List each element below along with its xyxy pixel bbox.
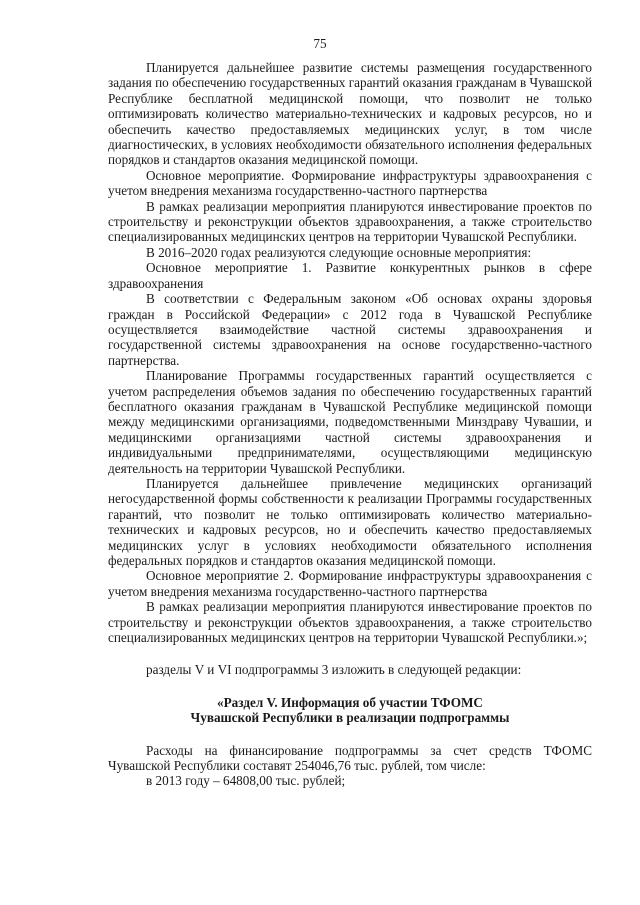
paragraph-3: В рамках реализации мероприятия планируются инвестирование проектов по строительству и реконструкции объектов здравоохранения, а также строительство специализированных медицинских центров на территории Чувашской Республики. [108, 198, 592, 245]
document-body [108, 60, 592, 789]
page-number: 75 [313, 36, 327, 51]
closing-paragraph-1: Расходы на финансирование подпрограммы за счет средств ТФОМС Чувашской Республики составят 254046,76 тыс. рублей, том числе: [108, 742, 592, 774]
paragraph-5: Основное мероприятие 1. Развитие конкурентных рынков в сфере здравоохранения [108, 260, 592, 291]
spacer [108, 645, 592, 662]
paragraph-7: Планирование Программы государственных гарантий осуществляется с учетом распределения объемов задания по обеспечению государственных гарантий бесплатного оказания гражданам в Чувашской Республике медицинской помощи между медицинскими организациями, подведомственными Минздраву Чувашии, и медицинскими организациями частной системы здравоохранения и индивидуальными предпринимателями, осуществляющими медицинскую деятельность на территории Чувашской Республики. [108, 368, 592, 476]
paragraph-9: Основное мероприятие 2. Формирование инфраструктуры здравоохранения с учетом внедрения механизма государственно-частного партнерства [108, 568, 592, 599]
paragraph-6: В соответствии с Федеральным законом «Об основах охраны здоровья граждан в Российской Федерации» с 2012 года в Чувашской Республике осуществляется взаимодействие частной системы здравоохранения и государственной системы здравоохранения на основе государственно-частного партнерства. [108, 291, 592, 368]
paragraph-8: Планируется дальнейшее привлечение медицинских организаций негосударственной формы собственности к реализации Программы государственных гарантий, что позволит не только оптимизировать количество материально-технических и кадровых ресурсов, но и обеспечить качество предоставляемых медицинских услуг в условиях необходимости обязательного исполнения федеральных порядков и стандартов оказания медицинской помощи. [108, 475, 592, 568]
instruction-text: разделы V и VI подпрограммы 3 изложить в следующей редакции: [146, 662, 522, 678]
spacer [108, 726, 592, 743]
paragraph-10: В рамках реализации мероприятия планируются инвестирование проектов по строительству и реконструкции объектов здравоохранения, а также строительство специализированных медицинских центров на территории Чувашской Республики.»; [108, 599, 592, 646]
paragraph-2: Основное мероприятие. Формирование инфраструктуры здравоохранения с учетом внедрения механизма государственно-частного партнерства [108, 167, 592, 199]
section-heading-line-2: Чувашской Республики в реализации подпрограммы [190, 710, 510, 726]
closing-paragraph-2: в 2013 году – 64808,00 тыс. рублей; [146, 773, 346, 789]
paragraph-4: В 2016–2020 годах реализуются следующие основные мероприятия: [146, 244, 532, 260]
section-heading-line-1: «Раздел V. Информация об участии ТФОМС [217, 694, 483, 710]
spacer [108, 678, 592, 695]
paragraph-1: Планируется дальнейшее развитие системы размещения государственного задания по обеспечению государственных гарантий оказания гражданам в Чувашской Республике бесплатной медицинской помощи, что позволит не только оптимизировать количество материально-технических и кадровых ресурсов, но и обеспечить качество предоставляемых медицинских услуг, в том числе диагностических, в условиях необходимости обязательного исполнения федеральных порядков и стандартов оказания медицинской помощи. [108, 60, 592, 168]
